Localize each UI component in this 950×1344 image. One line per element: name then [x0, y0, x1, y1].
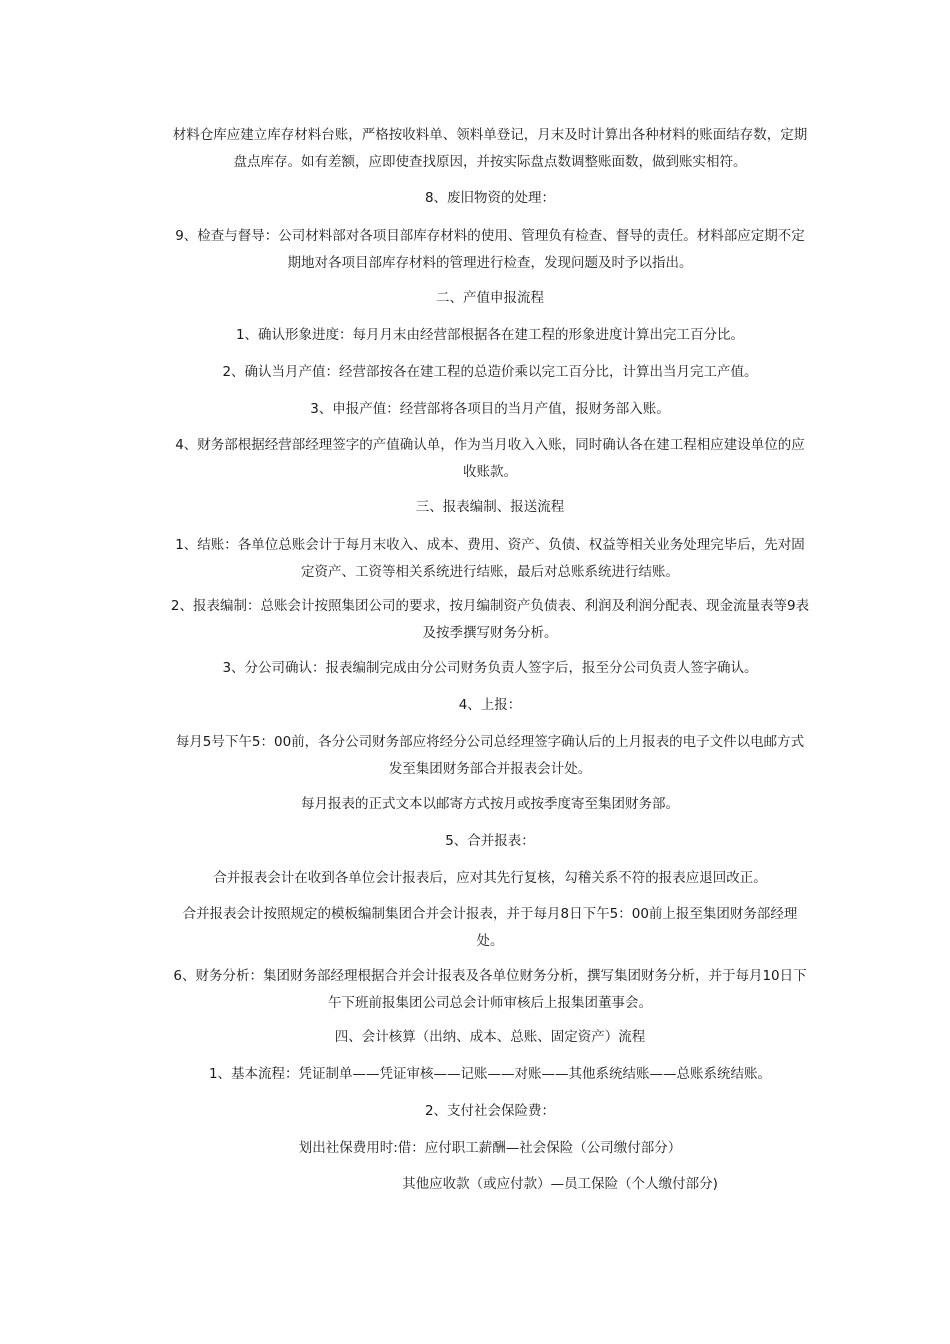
- paragraph-inspection-supervision: 9、检查与督导：公司材料部对各项目部库存材料的使用、管理负有检查、督导的责任。材料部应定期不定期地对各项目部库存材料的管理进行检查，发现问题及时予以指出。: [175, 228, 805, 271]
- paragraph-confirm-progress: 1、确认形象进度：每月月末由经营部根据各在建工程的形象进度计算出完工百分比。: [235, 327, 745, 343]
- paragraph-consolidation-heading: 5、合并报表：: [445, 833, 535, 849]
- section-heading-reporting: 三、报表编制、报送流程: [415, 499, 565, 515]
- section-heading-output-value: 二、产值申报流程: [436, 290, 544, 306]
- paragraph-waste-materials: 8、废旧物资的处理：: [424, 190, 556, 206]
- paragraph-social-insurance: 2、支付社会保险费：: [424, 1103, 556, 1119]
- paragraph-branch-confirmation: 3、分公司确认：报表编制完成由分公司财务负责人签字后，报至分公司负责人签字确认。: [222, 660, 758, 676]
- paragraph-basic-process: 1、基本流程：凭证制单——凭证审核——记账——对账——其他系统结账——总账系统结账。: [208, 1066, 772, 1082]
- paragraph-closing: 1、结账：各单位总账会计于每月末收入、成本、费用、资产、负债、权益等相关业务处理完毕后，先对固定资产、工资等相关系统进行结账，最后对总账系统进行结账。: [175, 537, 805, 580]
- paragraph-insurance-debit: 划出社保费用时:借：应付职工薪酬—社会保险（公司缴付部分）: [298, 1140, 682, 1156]
- paragraph-report-value: 3、申报产值：经营部将各项目的当月产值，报财务部入账。: [310, 401, 670, 417]
- paragraph-finance-record: 4、财务部根据经营部经理签字的产值确认单，作为当月收入入账，同时确认各在建工程相应建设单位的应收账款。: [175, 437, 805, 480]
- paragraph-report-preparation: 2、报表编制：总账会计按照集团公司的要求，按月编制资产负债表、利润及利润分配表、现金流量表等9表及按季撰写财务分析。: [170, 598, 810, 641]
- paragraph-formal-documents: 每月报表的正式文本以邮寄方式按月或按季度寄至集团财务部。: [301, 796, 679, 812]
- paragraph-submit-deadline: 每月5号下午5：00前，各分公司财务部应将经分公司总经理签字确认后的上月报表的电子文件以电邮方式发至集团财务部合并报表会计处。: [175, 734, 805, 777]
- paragraph-other-receivables: 其他应收款（或应付款）—员工保险（个人缴付部分): [402, 1176, 718, 1192]
- paragraph-submit-heading: 4、上报：: [458, 697, 522, 713]
- paragraph-consolidation-review: 合并报表会计在收到各单位会计报表后，应对其先行复核，勾稽关系不符的报表应退回改正。: [213, 870, 767, 886]
- paragraph-consolidation-template: 合并报表会计按照规定的模板编制集团合并会计报表，并于每月8日下午5：00前上报至集团财务部经理处。: [182, 906, 798, 949]
- section-heading-accounting: 四、会计核算（出纳、成本、总账、固定资产）流程: [334, 1029, 646, 1045]
- paragraph-confirm-monthly-value: 2、确认当月产值：经营部按各在建工程的总造价乘以完工百分比，计算出当月完工产值。: [222, 364, 758, 380]
- paragraph-material-inventory: 材料仓库应建立库存材料台账，严格按收料单、领料单登记，月末及时计算出各种材料的账面结存数，定期盘点库存。如有差额，应即使查找原因，并按实际盘点数调整账面数，做到账实相符。: [172, 127, 808, 170]
- paragraph-financial-analysis: 6、财务分析：集团财务部经理根据合并会计报表及各单位财务分析，撰写集团财务分析，并于每月10日下午下班前报集团公司总会计师审核后上报集团董事会。: [173, 968, 807, 1011]
